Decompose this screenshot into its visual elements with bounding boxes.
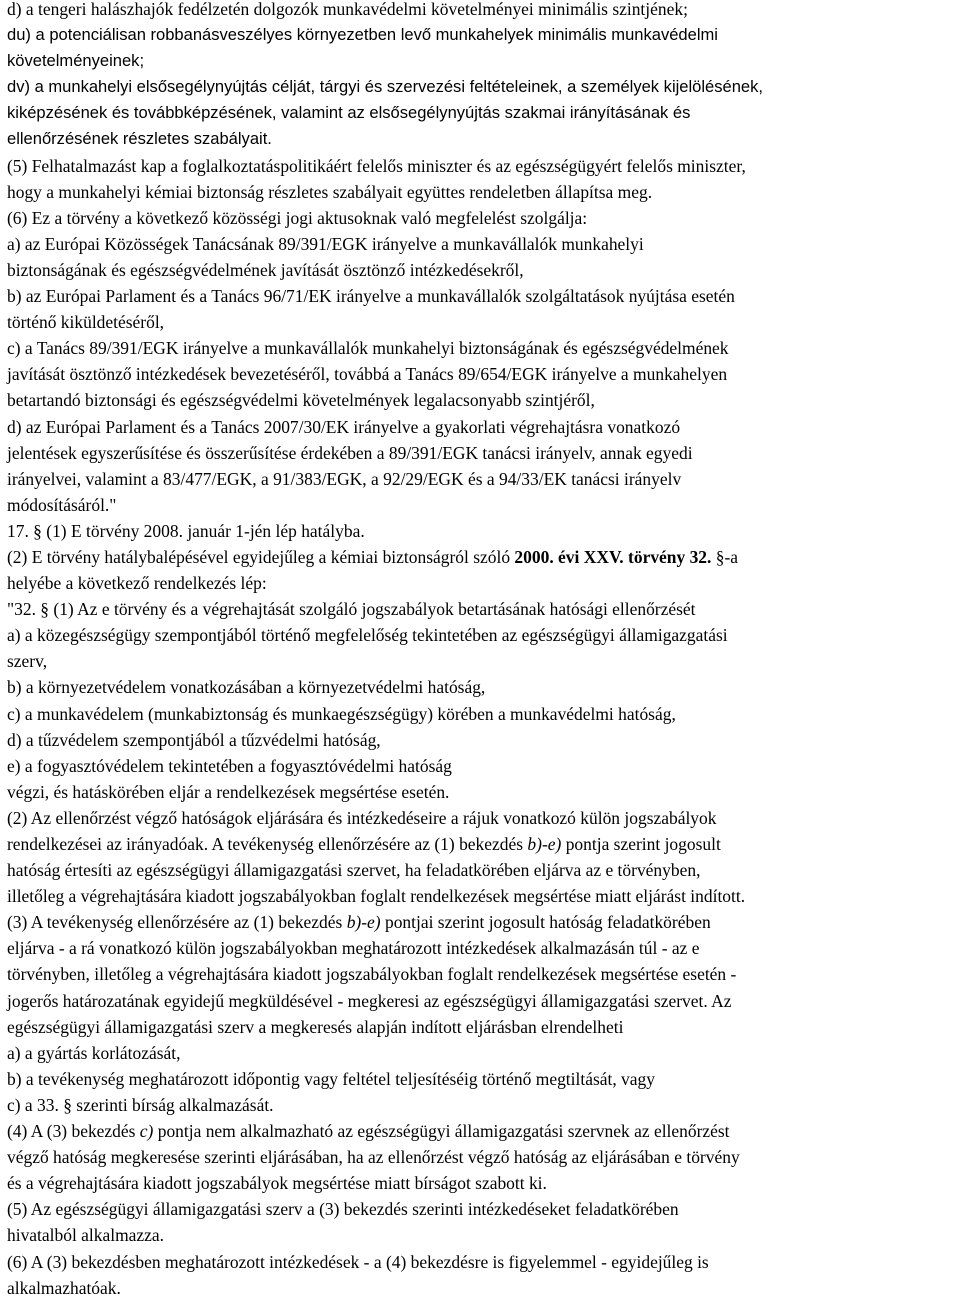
text-segment: egészségügyi államigazgatási szerv a megkeresés alapján indított eljárásban elrendelheti bbox=[7, 1016, 624, 1037]
text-segment: és a végrehajtására kiadott jogszabályok megsértése miatt bírságot szabott ki. bbox=[7, 1173, 547, 1194]
text-segment: d) az Európai Parlament és a Tanács 2007/30/EK irányelve a gyakorlati végrehajtásra vonatkozó bbox=[7, 416, 681, 437]
text-segment: alkalmazhatóak. bbox=[7, 1277, 121, 1298]
text-line bbox=[7, 988, 955, 1014]
text-line bbox=[7, 1249, 955, 1275]
text-segment: módosításáról." bbox=[7, 494, 117, 515]
text-line bbox=[7, 440, 955, 466]
text-segment: követelményeinek; bbox=[7, 51, 145, 71]
text-segment: végző hatóság megkeresése szerinti eljárásában, ha az ellenőrzést végző hatóság az eljárásában e törvény bbox=[7, 1147, 740, 1168]
text-line bbox=[7, 1066, 955, 1092]
text-segment: betartandó biztonsági és egészségvédelmi követelmények legalacsonyabb szintjéről, bbox=[7, 390, 595, 411]
text-segment: d) a tűzvédelem szempontjából a tűzvédelmi hatóság, bbox=[7, 729, 381, 750]
text-segment: b) a környezetvédelem vonatkozásában a környezetvédelmi hatóság, bbox=[7, 677, 486, 698]
text-line bbox=[7, 361, 955, 387]
text-line bbox=[7, 1170, 955, 1196]
text-line bbox=[7, 153, 955, 179]
text-line bbox=[7, 883, 955, 909]
text-line bbox=[7, 544, 955, 570]
italic-text-segment: b)-e) bbox=[346, 912, 381, 933]
text-line bbox=[7, 48, 955, 74]
text-segment: szerv, bbox=[7, 651, 48, 672]
text-line bbox=[7, 0, 955, 22]
text-segment: 17. § (1) E törvény 2008. január 1-jén lép hatályba. bbox=[7, 520, 365, 541]
text-segment: c) a Tanács 89/391/EGK irányelve a munkavállalók munkahelyi biztonságának és egészségvédelmének bbox=[7, 338, 729, 359]
text-segment: c) a 33. § szerinti bírság alkalmazását. bbox=[7, 1094, 274, 1115]
text-segment: pontjai szerint jogosult hatóság feladatkörében bbox=[380, 912, 711, 933]
text-segment: (2) Az ellenőrzést végző hatóságok eljárására és intézkedéseire a rájuk vonatkozó külön jogszabályok bbox=[7, 807, 717, 828]
text-line bbox=[7, 74, 955, 100]
text-line bbox=[7, 779, 955, 805]
text-line bbox=[7, 1118, 955, 1144]
italic-text-segment: c) bbox=[139, 1121, 154, 1142]
document-body bbox=[7, 0, 955, 1301]
text-segment: du) a potenciálisan robbanásveszélyes környezetben levő munkahelyek minimális munkavédelmi bbox=[7, 25, 718, 45]
text-segment: a) a gyártás korlátozását, bbox=[7, 1042, 181, 1063]
text-line bbox=[7, 674, 955, 700]
text-segment: a) az Európai Közösségek Tanácsának 89/391/EGK irányelve a munkavállalók munkahelyi bbox=[7, 233, 644, 254]
text-line bbox=[7, 961, 955, 987]
text-segment: c) a munkavédelem (munkabiztonság és munkaegészségügy) körében a munkavédelmi hatóság, bbox=[7, 703, 676, 724]
text-line bbox=[7, 414, 955, 440]
text-segment: hogy a munkahelyi kémiai biztonság részletes szabályait együttes rendeletben állapítsa meg. bbox=[7, 181, 653, 202]
text-line bbox=[7, 857, 955, 883]
text-line bbox=[7, 805, 955, 831]
text-line bbox=[7, 1196, 955, 1222]
text-line bbox=[7, 283, 955, 309]
text-line bbox=[7, 727, 955, 753]
text-line bbox=[7, 909, 955, 935]
text-segment: végzi, és hatáskörében eljár a rendelkezések megsértése esetén. bbox=[7, 781, 450, 802]
text-segment: (2) E törvény hatálybalépésével egyidejűleg a kémiai biztonságról szóló bbox=[7, 546, 515, 567]
text-line bbox=[7, 570, 955, 596]
text-line bbox=[7, 831, 955, 857]
text-line bbox=[7, 335, 955, 361]
text-line bbox=[7, 257, 955, 283]
text-segment: dv) a munkahelyi elsősegélynyújtás célját, tárgyi és szervezési feltételeinek, a személyek kijelölésének, bbox=[7, 77, 764, 97]
text-segment: rendelkezései az irányadóak. A tevékenység ellenőrzésére az (1) bekezdés bbox=[7, 834, 528, 854]
text-line bbox=[7, 1144, 955, 1170]
text-segment: (5) Az egészségügyi államigazgatási szerv a (3) bekezdés szerinti intézkedéseket feladatkörében bbox=[7, 1199, 679, 1220]
text-segment: jelentések egyszerűsítése és összerűsítése érdekében a 89/391/EGK tanácsi irányelv, annak egyedi bbox=[7, 442, 693, 463]
text-line bbox=[7, 701, 955, 727]
text-segment: történő kiküldetéséről, bbox=[7, 312, 165, 333]
text-line bbox=[7, 466, 955, 492]
text-segment: (6) A (3) bekezdésben meghatározott intézkedések - a (4) bekezdésre is figyelemmel - egyidejűleg is bbox=[7, 1251, 709, 1272]
text-segment: a) a közegészségügy szempontjából történő megfelelőség tekintetében az egészségügyi államigazgatási bbox=[7, 625, 728, 646]
text-line bbox=[7, 309, 955, 335]
italic-text-segment: b)-e) bbox=[527, 834, 562, 854]
text-segment: hatóság értesíti az egészségügyi államigazgatási szervet, ha feladatkörében eljárva az e törvényben, bbox=[7, 860, 701, 881]
text-line bbox=[7, 935, 955, 961]
text-line bbox=[7, 22, 955, 48]
text-segment: b) a tevékenység meghatározott időpontig vagy feltétel teljesítéséig történő megtiltását, vagy bbox=[7, 1068, 655, 1089]
text-line bbox=[7, 622, 955, 648]
text-segment: ellenőrzésének részletes szabályait. bbox=[7, 129, 272, 149]
text-line bbox=[7, 1040, 955, 1066]
text-line bbox=[7, 179, 955, 205]
text-segment: (4) A (3) bekezdés bbox=[7, 1121, 140, 1142]
text-line bbox=[7, 126, 955, 152]
text-segment: (5) Felhatalmazást kap a foglalkoztatáspolitikáért felelős miniszter és az egészségügyért felelős miniszter, bbox=[7, 155, 746, 176]
text-segment: törvényben, illetőleg a végrehajtására kiadott jogszabályokban foglalt rendelkezések megsértése esetén - bbox=[7, 964, 737, 985]
text-line bbox=[7, 492, 955, 518]
text-line bbox=[7, 205, 955, 231]
text-line bbox=[7, 518, 955, 544]
text-line bbox=[7, 648, 955, 674]
text-line bbox=[7, 753, 955, 779]
text-segment: §-a bbox=[715, 546, 739, 567]
text-segment: pontja szerint jogosult bbox=[561, 834, 721, 854]
text-segment: biztonságának és egészségvédelmének javítását ösztönző intézkedésekről, bbox=[7, 259, 524, 280]
text-segment: hivatalból alkalmazza. bbox=[7, 1225, 165, 1246]
text-line bbox=[7, 387, 955, 413]
text-segment: irányelvei, valamint a 83/477/EGK, a 91/383/EGK, a 92/29/EGK és a 94/33/EK tanácsi irányelv bbox=[7, 468, 682, 489]
text-segment: "32. § (1) Az e törvény és a végrehajtását szolgáló jogszabályok betartásának hatósági ellenőrzését bbox=[7, 599, 696, 620]
text-line bbox=[7, 1014, 955, 1040]
text-segment: illetőleg a végrehajtására kiadott jogszabályokban foglalt rendelkezések megsértése miatt eljárást indított. bbox=[7, 886, 746, 907]
text-segment: pontja nem alkalmazható az egészségügyi államigazgatási szervnek az ellenőrzést bbox=[153, 1121, 730, 1142]
bold-text-segment: 2000. évi XXV. törvény 32. bbox=[514, 546, 716, 567]
text-line bbox=[7, 596, 955, 622]
text-line bbox=[7, 1222, 955, 1248]
text-segment: helyébe a következő rendelkezés lép: bbox=[7, 573, 267, 594]
text-segment: b) az Európai Parlament és a Tanács 96/71/EK irányelve a munkavállalók szolgáltatások nyújtása esetén bbox=[7, 286, 735, 307]
text-segment: kiképzésének és továbbképzésének, valamint az elsősegélynyújtás szakmai irányításának és bbox=[7, 103, 691, 123]
text-segment: eljárva - a rá vonatkozó külön jogszabályokban meghatározott intézkedések alkalmazásán túl - az e bbox=[7, 938, 700, 959]
text-line bbox=[7, 1092, 955, 1118]
text-segment: d) a tengeri halászhajók fedélzetén dolgozók munkavédelmi követelményei minimális szintjének; bbox=[7, 0, 688, 19]
text-segment: jogerős határozatának egyidejű megküldésével - megkeresi az egészségügyi államigazgatási szervet. Az bbox=[7, 990, 732, 1011]
text-segment: (3) A tevékenység ellenőrzésére az (1) bekezdés bbox=[7, 912, 347, 933]
text-segment: javítását ösztönző intézkedések bevezetéséről, továbbá a Tanács 89/654/EGK irányelve a munkahelyen bbox=[7, 364, 728, 385]
text-line bbox=[7, 231, 955, 257]
text-segment: (6) Ez a törvény a következő közösségi jogi aktusoknak való megfelelést szolgálja: bbox=[7, 207, 588, 228]
text-segment: e) a fogyasztóvédelem tekintetében a fogyasztóvédelmi hatóság bbox=[7, 755, 452, 776]
text-line bbox=[7, 100, 955, 126]
